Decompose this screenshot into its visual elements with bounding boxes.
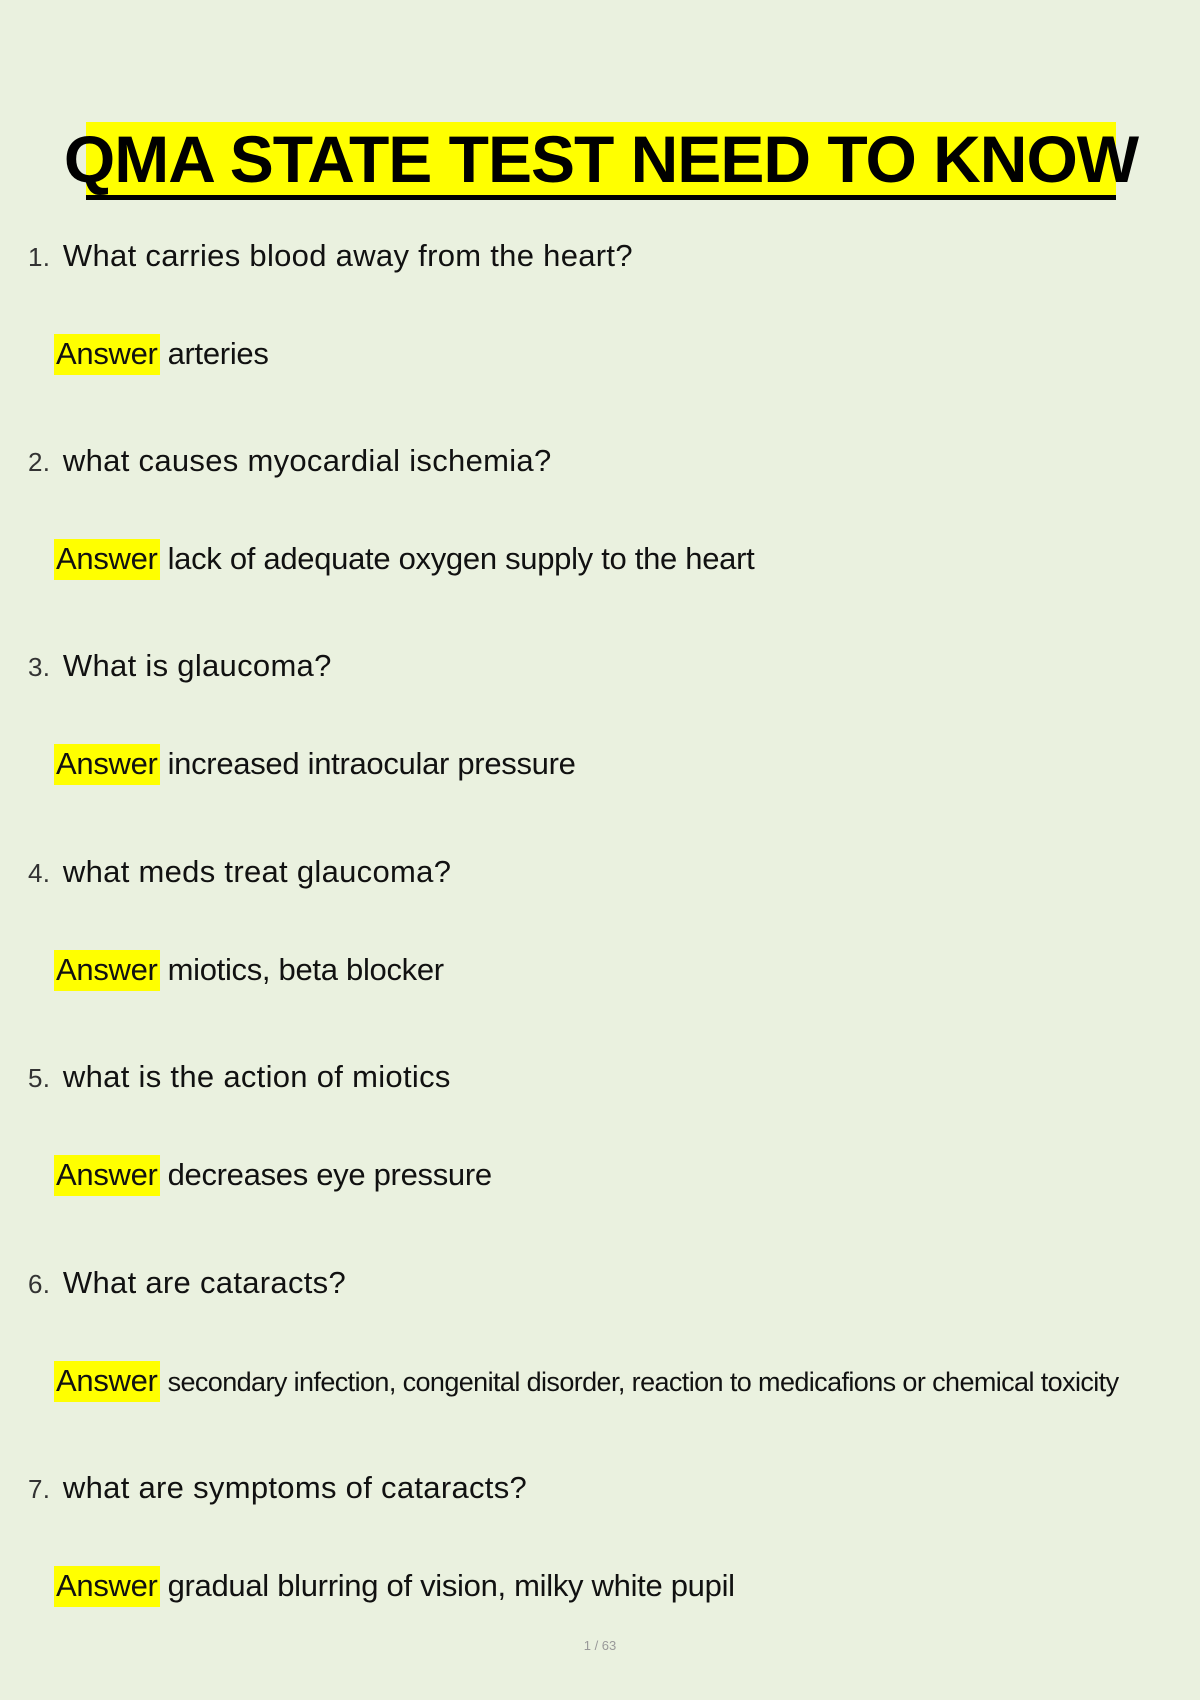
question <box>28 1059 451 1096</box>
answer-label: Answer <box>54 334 160 375</box>
answer-label: Answer <box>54 744 160 785</box>
answer-text: secondary infection, congenital disorder, reaction to medicafions or chemical toxicity <box>167 1367 1119 1397</box>
question-text: what causes myocardial ischemia? <box>62 443 552 478</box>
question <box>28 648 332 685</box>
answer-label: Answer <box>54 1361 160 1402</box>
answer <box>54 1568 735 1604</box>
question-text: what are symptoms of cataracts? <box>62 1470 528 1505</box>
question-text: What carries blood away from the heart? <box>62 238 633 273</box>
question-number: 7. <box>28 1474 51 1504</box>
answer-text: increased intraocular pressure <box>167 746 576 781</box>
answer-label: Answer <box>54 950 160 991</box>
answer <box>54 1363 1119 1400</box>
question-number: 6. <box>28 1269 51 1299</box>
answer <box>54 541 754 577</box>
question-number: 3. <box>28 652 51 682</box>
answer-label: Answer <box>54 1155 160 1196</box>
answer <box>54 952 444 988</box>
answer <box>54 336 269 372</box>
question <box>28 443 552 480</box>
question <box>28 1265 346 1302</box>
answer-text: arteries <box>167 336 269 371</box>
answer-text: decreases eye pressure <box>167 1157 492 1192</box>
answer-label: Answer <box>54 1566 160 1607</box>
question-number: 2. <box>28 447 51 477</box>
question-text: What is glaucoma? <box>62 648 332 683</box>
document-title <box>63 121 1139 200</box>
question-number: 5. <box>28 1063 51 1093</box>
question-number: 4. <box>28 858 51 888</box>
answer <box>54 746 576 782</box>
question-number: 1. <box>28 242 51 272</box>
question-text: What are cataracts? <box>62 1265 347 1300</box>
question-text: what is the action of miotics <box>62 1059 451 1094</box>
page-number: 1 / 63 <box>583 1638 617 1653</box>
answer <box>54 1157 492 1193</box>
question <box>28 1470 527 1507</box>
question <box>28 238 633 275</box>
document-title-text: QMA STATE TEST NEED TO KNOW <box>63 121 1139 196</box>
answer-text: miotics, beta blocker <box>167 952 444 987</box>
answer-text: lack of adequate oxygen supply to the heart <box>167 541 755 576</box>
answer-label: Answer <box>54 539 160 580</box>
answer-text: gradual blurring of vision, milky white pupil <box>167 1568 735 1603</box>
question-text: what meds treat glaucoma? <box>62 854 452 889</box>
question <box>28 854 451 891</box>
